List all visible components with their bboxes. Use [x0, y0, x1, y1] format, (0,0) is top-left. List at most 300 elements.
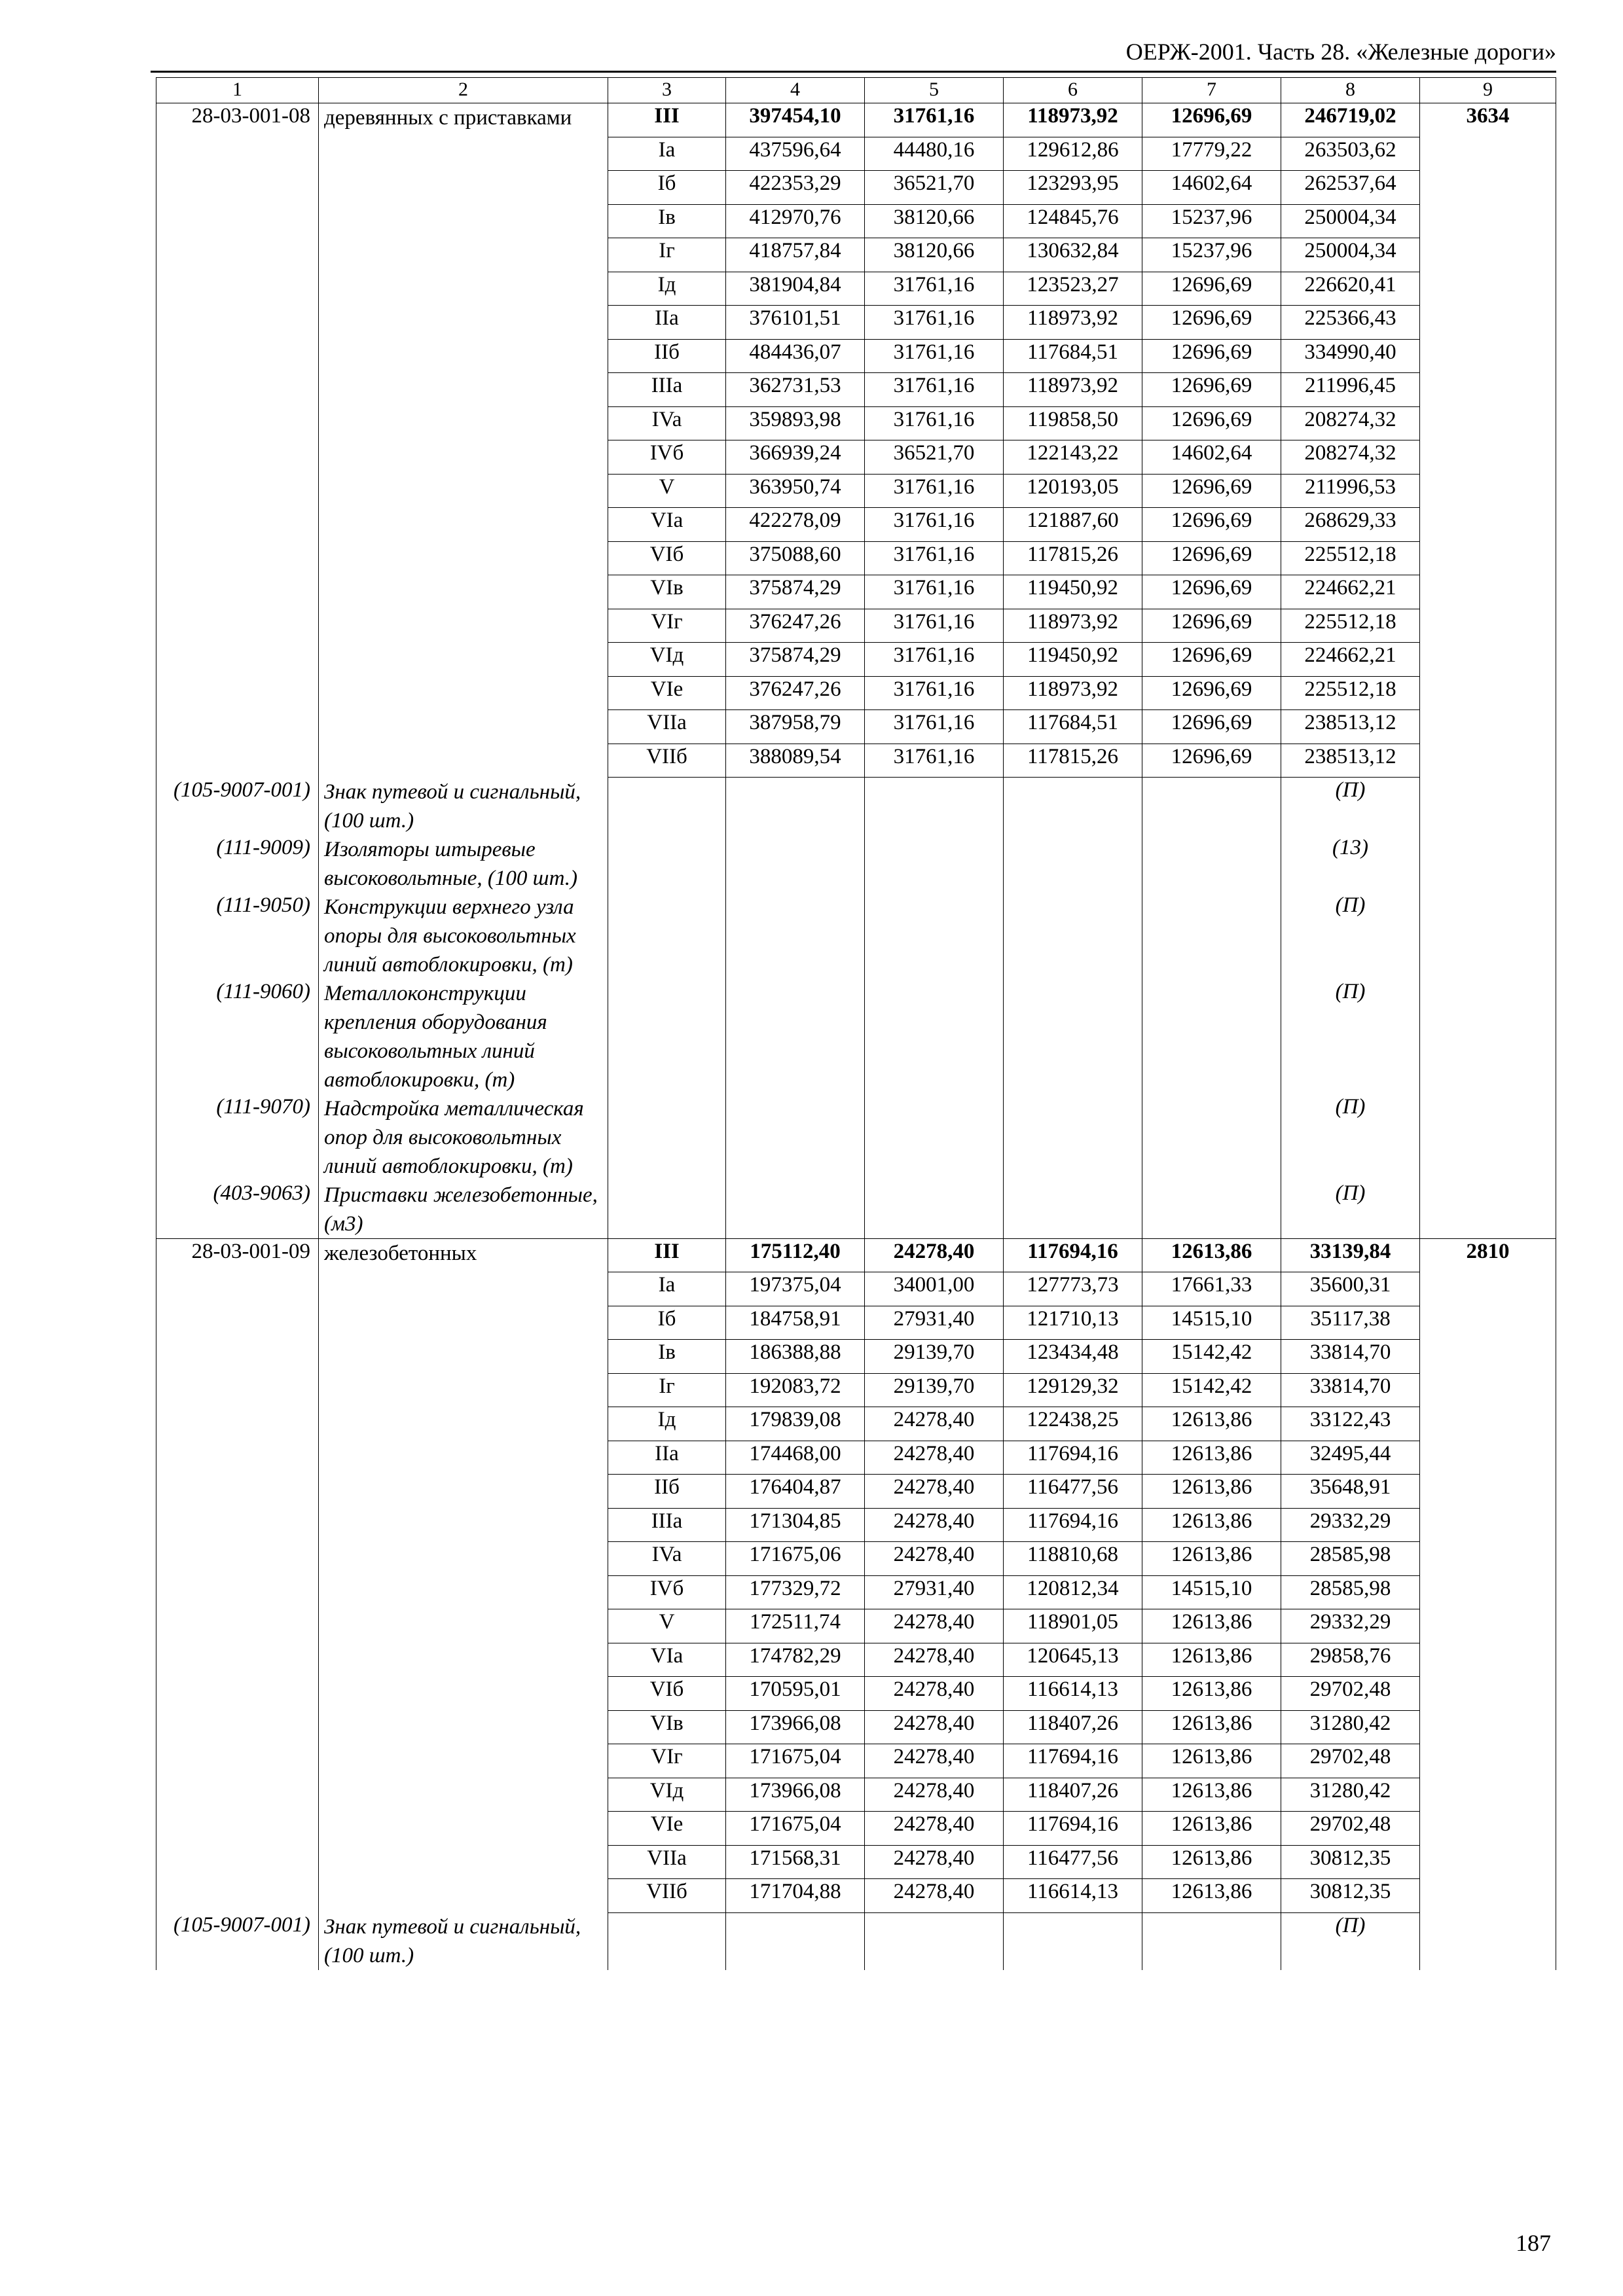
empty-cell: [726, 1912, 865, 1970]
machinist-wage-cell: 12613,86: [1142, 1609, 1281, 1643]
resource-name: Металлоконструкции крепления оборудования высоковольтных линий автоблокировки, (т): [319, 979, 608, 1094]
wage-cell: 31761,16: [865, 676, 1004, 710]
materials-cell: 33814,70: [1281, 1373, 1420, 1407]
empty-cell: [608, 1181, 726, 1239]
wage-cell: 24278,40: [865, 1407, 1004, 1441]
table-row: [156, 1238, 1556, 1272]
empty-cell: [865, 1094, 1004, 1181]
empty-cell: [608, 1912, 726, 1970]
resource-row: [156, 979, 1556, 1094]
materials-cell: 29702,48: [1281, 1677, 1420, 1711]
direct-cost-cell: 422353,29: [726, 171, 865, 205]
empty-cell: [865, 1181, 1004, 1239]
direct-cost-cell: 174468,00: [726, 1441, 865, 1475]
materials-cell: 28585,98: [1281, 1575, 1420, 1609]
wage-cell: 31761,16: [865, 339, 1004, 373]
direct-cost-cell: 366939,24: [726, 440, 865, 475]
machines-cell: 118973,92: [1004, 306, 1142, 340]
direct-cost-cell: 359893,98: [726, 406, 865, 440]
direct-cost-cell: 174782,29: [726, 1643, 865, 1677]
empty-cell: [865, 835, 1004, 893]
direct-cost-cell: 176404,87: [726, 1475, 865, 1509]
materials-cell: 226620,41: [1281, 272, 1420, 306]
machinist-wage-cell: 12696,69: [1142, 541, 1281, 575]
wage-cell: 27931,40: [865, 1575, 1004, 1609]
wage-cell: 38120,66: [865, 238, 1004, 272]
machinist-wage-cell: 12696,69: [1142, 508, 1281, 542]
machines-cell: 123434,48: [1004, 1340, 1142, 1374]
machines-cell: 127773,73: [1004, 1272, 1142, 1306]
direct-cost-cell: 376101,51: [726, 306, 865, 340]
materials-cell: 30812,35: [1281, 1879, 1420, 1913]
materials-cell: 211996,53: [1281, 474, 1420, 508]
machinist-wage-cell: 12696,69: [1142, 676, 1281, 710]
machinist-wage-cell: 12613,86: [1142, 1643, 1281, 1677]
materials-cell: 225512,18: [1281, 676, 1420, 710]
machinist-wage-cell: 12613,86: [1142, 1778, 1281, 1812]
machinist-wage-cell: 12613,86: [1142, 1475, 1281, 1509]
direct-cost-cell: 388089,54: [726, 744, 865, 778]
materials-cell: 29858,76: [1281, 1643, 1420, 1677]
resource-row: [156, 893, 1556, 979]
direct-cost-cell: 412970,76: [726, 204, 865, 238]
wage-cell: 24278,40: [865, 1812, 1004, 1846]
materials-cell: 35600,31: [1281, 1272, 1420, 1306]
wage-cell: 29139,70: [865, 1373, 1004, 1407]
wage-cell: 24278,40: [865, 1542, 1004, 1576]
rates-table: [156, 77, 1556, 1970]
materials-cell: 211996,45: [1281, 373, 1420, 407]
zone-cell: Iг: [608, 1373, 726, 1407]
zone-cell: Iд: [608, 272, 726, 306]
resource-name: Знак путевой и сигнальный, (100 шт.): [319, 778, 608, 835]
machines-cell: 120812,34: [1004, 1575, 1142, 1609]
machines-cell: 119858,50: [1004, 406, 1142, 440]
column-number: 3: [608, 78, 726, 103]
empty-cell: [1142, 1181, 1281, 1239]
direct-cost-cell: 363950,74: [726, 474, 865, 508]
direct-cost-cell: 422278,09: [726, 508, 865, 542]
materials-cell: 250004,34: [1281, 238, 1420, 272]
zone-cell: VIe: [608, 1812, 726, 1846]
machinist-wage-cell: 12696,69: [1142, 306, 1281, 340]
zone-cell: Iг: [608, 238, 726, 272]
empty-cell: [1142, 979, 1281, 1094]
wage-cell: 31761,16: [865, 643, 1004, 677]
empty-cell: [726, 778, 865, 835]
section-name: железобетонных: [319, 1238, 608, 1912]
wage-cell: 31761,16: [865, 474, 1004, 508]
wage-cell: 31761,16: [865, 103, 1004, 137]
machinist-wage-cell: 12696,69: [1142, 373, 1281, 407]
empty-cell: [1420, 1094, 1556, 1181]
materials-cell: 246719,02: [1281, 103, 1420, 137]
resource-name: Изоляторы штыревые высоковольтные, (100 шт.): [319, 835, 608, 893]
empty-cell: [726, 893, 865, 979]
machines-cell: 118973,92: [1004, 103, 1142, 137]
machinist-wage-cell: 12613,86: [1142, 1710, 1281, 1744]
wage-cell: 31761,16: [865, 744, 1004, 778]
machines-cell: 116477,56: [1004, 1845, 1142, 1879]
direct-cost-cell: 177329,72: [726, 1575, 865, 1609]
machinist-wage-cell: 12613,86: [1142, 1407, 1281, 1441]
machines-cell: 117815,26: [1004, 744, 1142, 778]
zone-cell: V: [608, 1609, 726, 1643]
wage-cell: 24278,40: [865, 1778, 1004, 1812]
resource-name: Приставки железобетонные, (м3): [319, 1181, 608, 1239]
empty-cell: [1420, 979, 1556, 1094]
direct-cost-cell: 437596,64: [726, 137, 865, 171]
zone-cell: VIIб: [608, 744, 726, 778]
machinist-wage-cell: 15237,96: [1142, 204, 1281, 238]
direct-cost-cell: 175112,40: [726, 1238, 865, 1272]
zone-cell: IIa: [608, 306, 726, 340]
zone-cell: Ia: [608, 1272, 726, 1306]
empty-cell: [1142, 893, 1281, 979]
direct-cost-cell: 171304,85: [726, 1508, 865, 1542]
labor-cost-cell: 2810: [1420, 1238, 1556, 1912]
machines-cell: 118973,92: [1004, 373, 1142, 407]
machinist-wage-cell: 12696,69: [1142, 609, 1281, 643]
empty-cell: [1004, 979, 1142, 1094]
zone-cell: Iб: [608, 1306, 726, 1340]
empty-cell: [1004, 1094, 1142, 1181]
empty-cell: [608, 1094, 726, 1181]
resource-row: [156, 1912, 1556, 1970]
zone-cell: Iб: [608, 171, 726, 205]
direct-cost-cell: 375874,29: [726, 575, 865, 609]
direct-cost-cell: 184758,91: [726, 1306, 865, 1340]
column-number: 1: [156, 78, 319, 103]
empty-cell: [1004, 778, 1142, 835]
materials-cell: 35117,38: [1281, 1306, 1420, 1340]
materials-cell: 208274,32: [1281, 406, 1420, 440]
resource-name: Надстройка металлическая опор для высоковольтных линий автоблокировки, (т): [319, 1094, 608, 1181]
materials-cell: 33122,43: [1281, 1407, 1420, 1441]
empty-cell: [1420, 778, 1556, 835]
machinist-wage-cell: 12696,69: [1142, 744, 1281, 778]
materials-cell: 35648,91: [1281, 1475, 1420, 1509]
direct-cost-cell: 171704,88: [726, 1879, 865, 1913]
wage-cell: 31761,16: [865, 575, 1004, 609]
zone-cell: VIв: [608, 1710, 726, 1744]
zone-cell: V: [608, 474, 726, 508]
materials-cell: 225366,43: [1281, 306, 1420, 340]
wage-cell: 24278,40: [865, 1879, 1004, 1913]
empty-cell: [1142, 1094, 1281, 1181]
resource-row: [156, 778, 1556, 835]
wage-cell: 24278,40: [865, 1845, 1004, 1879]
column-number: 5: [865, 78, 1004, 103]
wage-cell: 31761,16: [865, 406, 1004, 440]
wage-cell: 31761,16: [865, 306, 1004, 340]
zone-cell: VIв: [608, 575, 726, 609]
zone-cell: III: [608, 1238, 726, 1272]
resource-code: (111-9060): [156, 979, 319, 1094]
wage-cell: 31761,16: [865, 710, 1004, 744]
resource-name: Знак путевой и сигнальный, (100 шт.): [319, 1912, 608, 1970]
machinist-wage-cell: 12613,86: [1142, 1508, 1281, 1542]
resource-marker: (П): [1281, 1912, 1420, 1970]
zone-cell: VIe: [608, 676, 726, 710]
direct-cost-cell: 418757,84: [726, 238, 865, 272]
direct-cost-cell: 362731,53: [726, 373, 865, 407]
materials-cell: 30812,35: [1281, 1845, 1420, 1879]
column-number: 9: [1420, 78, 1556, 103]
machines-cell: 122438,25: [1004, 1407, 1142, 1441]
empty-cell: [1420, 893, 1556, 979]
resource-code: (105-9007-001): [156, 1912, 319, 1970]
machines-cell: 124845,76: [1004, 204, 1142, 238]
materials-cell: 225512,18: [1281, 541, 1420, 575]
zone-cell: VIг: [608, 1744, 726, 1778]
zone-cell: VIд: [608, 643, 726, 677]
materials-cell: 225512,18: [1281, 609, 1420, 643]
machines-cell: 117694,16: [1004, 1508, 1142, 1542]
zone-cell: VIг: [608, 609, 726, 643]
machines-cell: 116614,13: [1004, 1677, 1142, 1711]
materials-cell: 32495,44: [1281, 1441, 1420, 1475]
empty-cell: [1004, 835, 1142, 893]
machinist-wage-cell: 12613,86: [1142, 1441, 1281, 1475]
resource-row: [156, 1094, 1556, 1181]
zone-cell: VIa: [608, 1643, 726, 1677]
direct-cost-cell: 381904,84: [726, 272, 865, 306]
machines-cell: 129612,86: [1004, 137, 1142, 171]
zone-cell: VIa: [608, 508, 726, 542]
materials-cell: 238513,12: [1281, 744, 1420, 778]
wage-cell: 24278,40: [865, 1643, 1004, 1677]
empty-cell: [1142, 835, 1281, 893]
machinist-wage-cell: 12696,69: [1142, 575, 1281, 609]
machines-cell: 121710,13: [1004, 1306, 1142, 1340]
wage-cell: 24278,40: [865, 1441, 1004, 1475]
empty-cell: [865, 778, 1004, 835]
empty-cell: [1004, 893, 1142, 979]
machines-cell: 117694,16: [1004, 1441, 1142, 1475]
machines-cell: 118901,05: [1004, 1609, 1142, 1643]
machinist-wage-cell: 14515,10: [1142, 1306, 1281, 1340]
direct-cost-cell: 197375,04: [726, 1272, 865, 1306]
column-number: 4: [726, 78, 865, 103]
resource-name: Конструкции верхнего узла опоры для высоковольтных линий автоблокировки, (т): [319, 893, 608, 979]
materials-cell: 224662,21: [1281, 575, 1420, 609]
machinist-wage-cell: 14515,10: [1142, 1575, 1281, 1609]
materials-cell: 263503,62: [1281, 137, 1420, 171]
section-code: 28-03-001-09: [156, 1238, 319, 1912]
column-number: 2: [319, 78, 608, 103]
wage-cell: 44480,16: [865, 137, 1004, 171]
empty-cell: [1004, 1181, 1142, 1239]
machines-cell: 119450,92: [1004, 575, 1142, 609]
machinist-wage-cell: 12613,86: [1142, 1879, 1281, 1913]
materials-cell: 262537,64: [1281, 171, 1420, 205]
wage-cell: 29139,70: [865, 1340, 1004, 1374]
empty-cell: [865, 893, 1004, 979]
page-header: ОЕРЖ-2001. Часть 28. «Железные дороги»: [1125, 39, 1556, 65]
machinist-wage-cell: 12613,86: [1142, 1542, 1281, 1576]
zone-cell: VIIб: [608, 1879, 726, 1913]
empty-cell: [608, 979, 726, 1094]
wage-cell: 36521,70: [865, 171, 1004, 205]
machines-cell: 121887,60: [1004, 508, 1142, 542]
machinist-wage-cell: 12696,69: [1142, 710, 1281, 744]
header-rule: [151, 71, 1556, 73]
zone-cell: VIд: [608, 1778, 726, 1812]
machinist-wage-cell: 12696,69: [1142, 339, 1281, 373]
machines-cell: 123293,95: [1004, 171, 1142, 205]
direct-cost-cell: 376247,26: [726, 676, 865, 710]
machines-cell: 119450,92: [1004, 643, 1142, 677]
machines-cell: 117815,26: [1004, 541, 1142, 575]
materials-cell: 29332,29: [1281, 1609, 1420, 1643]
empty-cell: [726, 1094, 865, 1181]
materials-cell: 33814,70: [1281, 1340, 1420, 1374]
empty-cell: [1004, 1912, 1142, 1970]
machines-cell: 130632,84: [1004, 238, 1142, 272]
wage-cell: 31761,16: [865, 541, 1004, 575]
empty-cell: [608, 835, 726, 893]
resource-marker: (П): [1281, 778, 1420, 835]
column-number-row: [156, 78, 1556, 103]
machines-cell: 129129,32: [1004, 1373, 1142, 1407]
column-number: 6: [1004, 78, 1142, 103]
machines-cell: 118407,26: [1004, 1710, 1142, 1744]
machinist-wage-cell: 15237,96: [1142, 238, 1281, 272]
zone-cell: IIIa: [608, 1508, 726, 1542]
materials-cell: 29702,48: [1281, 1812, 1420, 1846]
machines-cell: 117684,51: [1004, 339, 1142, 373]
zone-cell: III: [608, 103, 726, 137]
machines-cell: 118973,92: [1004, 676, 1142, 710]
zone-cell: IIa: [608, 1441, 726, 1475]
page-number: 187: [1516, 2230, 1551, 2256]
materials-cell: 31280,42: [1281, 1710, 1420, 1744]
resource-code: (403-9063): [156, 1181, 319, 1239]
resource-code: (111-9050): [156, 893, 319, 979]
wage-cell: 31761,16: [865, 609, 1004, 643]
machines-cell: 118810,68: [1004, 1542, 1142, 1576]
machines-cell: 118407,26: [1004, 1778, 1142, 1812]
machinist-wage-cell: 12696,69: [1142, 103, 1281, 137]
zone-cell: Iв: [608, 204, 726, 238]
machinist-wage-cell: 15142,42: [1142, 1340, 1281, 1374]
machinist-wage-cell: 14602,64: [1142, 171, 1281, 205]
zone-cell: Iв: [608, 1340, 726, 1374]
direct-cost-cell: 484436,07: [726, 339, 865, 373]
zone-cell: VIIa: [608, 1845, 726, 1879]
materials-cell: 238513,12: [1281, 710, 1420, 744]
machinist-wage-cell: 17779,22: [1142, 137, 1281, 171]
column-number: 7: [1142, 78, 1281, 103]
machinist-wage-cell: 15142,42: [1142, 1373, 1281, 1407]
wage-cell: 24278,40: [865, 1609, 1004, 1643]
zone-cell: VIIa: [608, 710, 726, 744]
wage-cell: 24278,40: [865, 1238, 1004, 1272]
resource-row: [156, 1181, 1556, 1239]
direct-cost-cell: 375088,60: [726, 541, 865, 575]
direct-cost-cell: 192083,72: [726, 1373, 865, 1407]
resource-marker: (П): [1281, 1181, 1420, 1239]
machines-cell: 117684,51: [1004, 710, 1142, 744]
machinist-wage-cell: 12613,86: [1142, 1812, 1281, 1846]
machinist-wage-cell: 14602,64: [1142, 440, 1281, 475]
machines-cell: 116614,13: [1004, 1879, 1142, 1913]
machines-cell: 117694,16: [1004, 1812, 1142, 1846]
resource-marker: (П): [1281, 893, 1420, 979]
machinist-wage-cell: 12613,86: [1142, 1238, 1281, 1272]
zone-cell: IVб: [608, 440, 726, 475]
machinist-wage-cell: 12696,69: [1142, 272, 1281, 306]
direct-cost-cell: 387958,79: [726, 710, 865, 744]
empty-cell: [1142, 1912, 1281, 1970]
table-row: [156, 103, 1556, 137]
materials-cell: 33139,84: [1281, 1238, 1420, 1272]
resource-code: (111-9009): [156, 835, 319, 893]
direct-cost-cell: 375874,29: [726, 643, 865, 677]
zone-cell: IIIa: [608, 373, 726, 407]
zone-cell: IIб: [608, 1475, 726, 1509]
section-name: деревянных с приставками: [319, 103, 608, 778]
resource-code: (111-9070): [156, 1094, 319, 1181]
materials-cell: 31280,42: [1281, 1778, 1420, 1812]
machines-cell: 116477,56: [1004, 1475, 1142, 1509]
direct-cost-cell: 179839,08: [726, 1407, 865, 1441]
zone-cell: IVa: [608, 406, 726, 440]
machinist-wage-cell: 12696,69: [1142, 643, 1281, 677]
machines-cell: 122143,22: [1004, 440, 1142, 475]
wage-cell: 24278,40: [865, 1475, 1004, 1509]
machines-cell: 117694,16: [1004, 1238, 1142, 1272]
direct-cost-cell: 376247,26: [726, 609, 865, 643]
machinist-wage-cell: 12613,86: [1142, 1744, 1281, 1778]
machinist-wage-cell: 12696,69: [1142, 406, 1281, 440]
machines-cell: 120193,05: [1004, 474, 1142, 508]
empty-cell: [865, 979, 1004, 1094]
empty-cell: [865, 1912, 1004, 1970]
zone-cell: IVa: [608, 1542, 726, 1576]
wage-cell: 34001,00: [865, 1272, 1004, 1306]
materials-cell: 29702,48: [1281, 1744, 1420, 1778]
wage-cell: 24278,40: [865, 1508, 1004, 1542]
materials-cell: 250004,34: [1281, 204, 1420, 238]
materials-cell: 334990,40: [1281, 339, 1420, 373]
wage-cell: 31761,16: [865, 373, 1004, 407]
machinist-wage-cell: 17661,33: [1142, 1272, 1281, 1306]
zone-cell: Ia: [608, 137, 726, 171]
wage-cell: 24278,40: [865, 1677, 1004, 1711]
direct-cost-cell: 173966,08: [726, 1778, 865, 1812]
empty-cell: [726, 835, 865, 893]
zone-cell: Iд: [608, 1407, 726, 1441]
resource-marker: (П): [1281, 979, 1420, 1094]
resource-marker: (13): [1281, 835, 1420, 893]
materials-cell: 208274,32: [1281, 440, 1420, 475]
machinist-wage-cell: 12613,86: [1142, 1677, 1281, 1711]
materials-cell: 28585,98: [1281, 1542, 1420, 1576]
resource-row: [156, 835, 1556, 893]
machines-cell: 117694,16: [1004, 1744, 1142, 1778]
materials-cell: 268629,33: [1281, 508, 1420, 542]
machines-cell: 120645,13: [1004, 1643, 1142, 1677]
zone-cell: VIб: [608, 1677, 726, 1711]
direct-cost-cell: 186388,88: [726, 1340, 865, 1374]
zone-cell: IVб: [608, 1575, 726, 1609]
empty-cell: [1420, 1912, 1556, 1970]
empty-cell: [1142, 778, 1281, 835]
direct-cost-cell: 171675,06: [726, 1542, 865, 1576]
empty-cell: [1420, 1181, 1556, 1239]
